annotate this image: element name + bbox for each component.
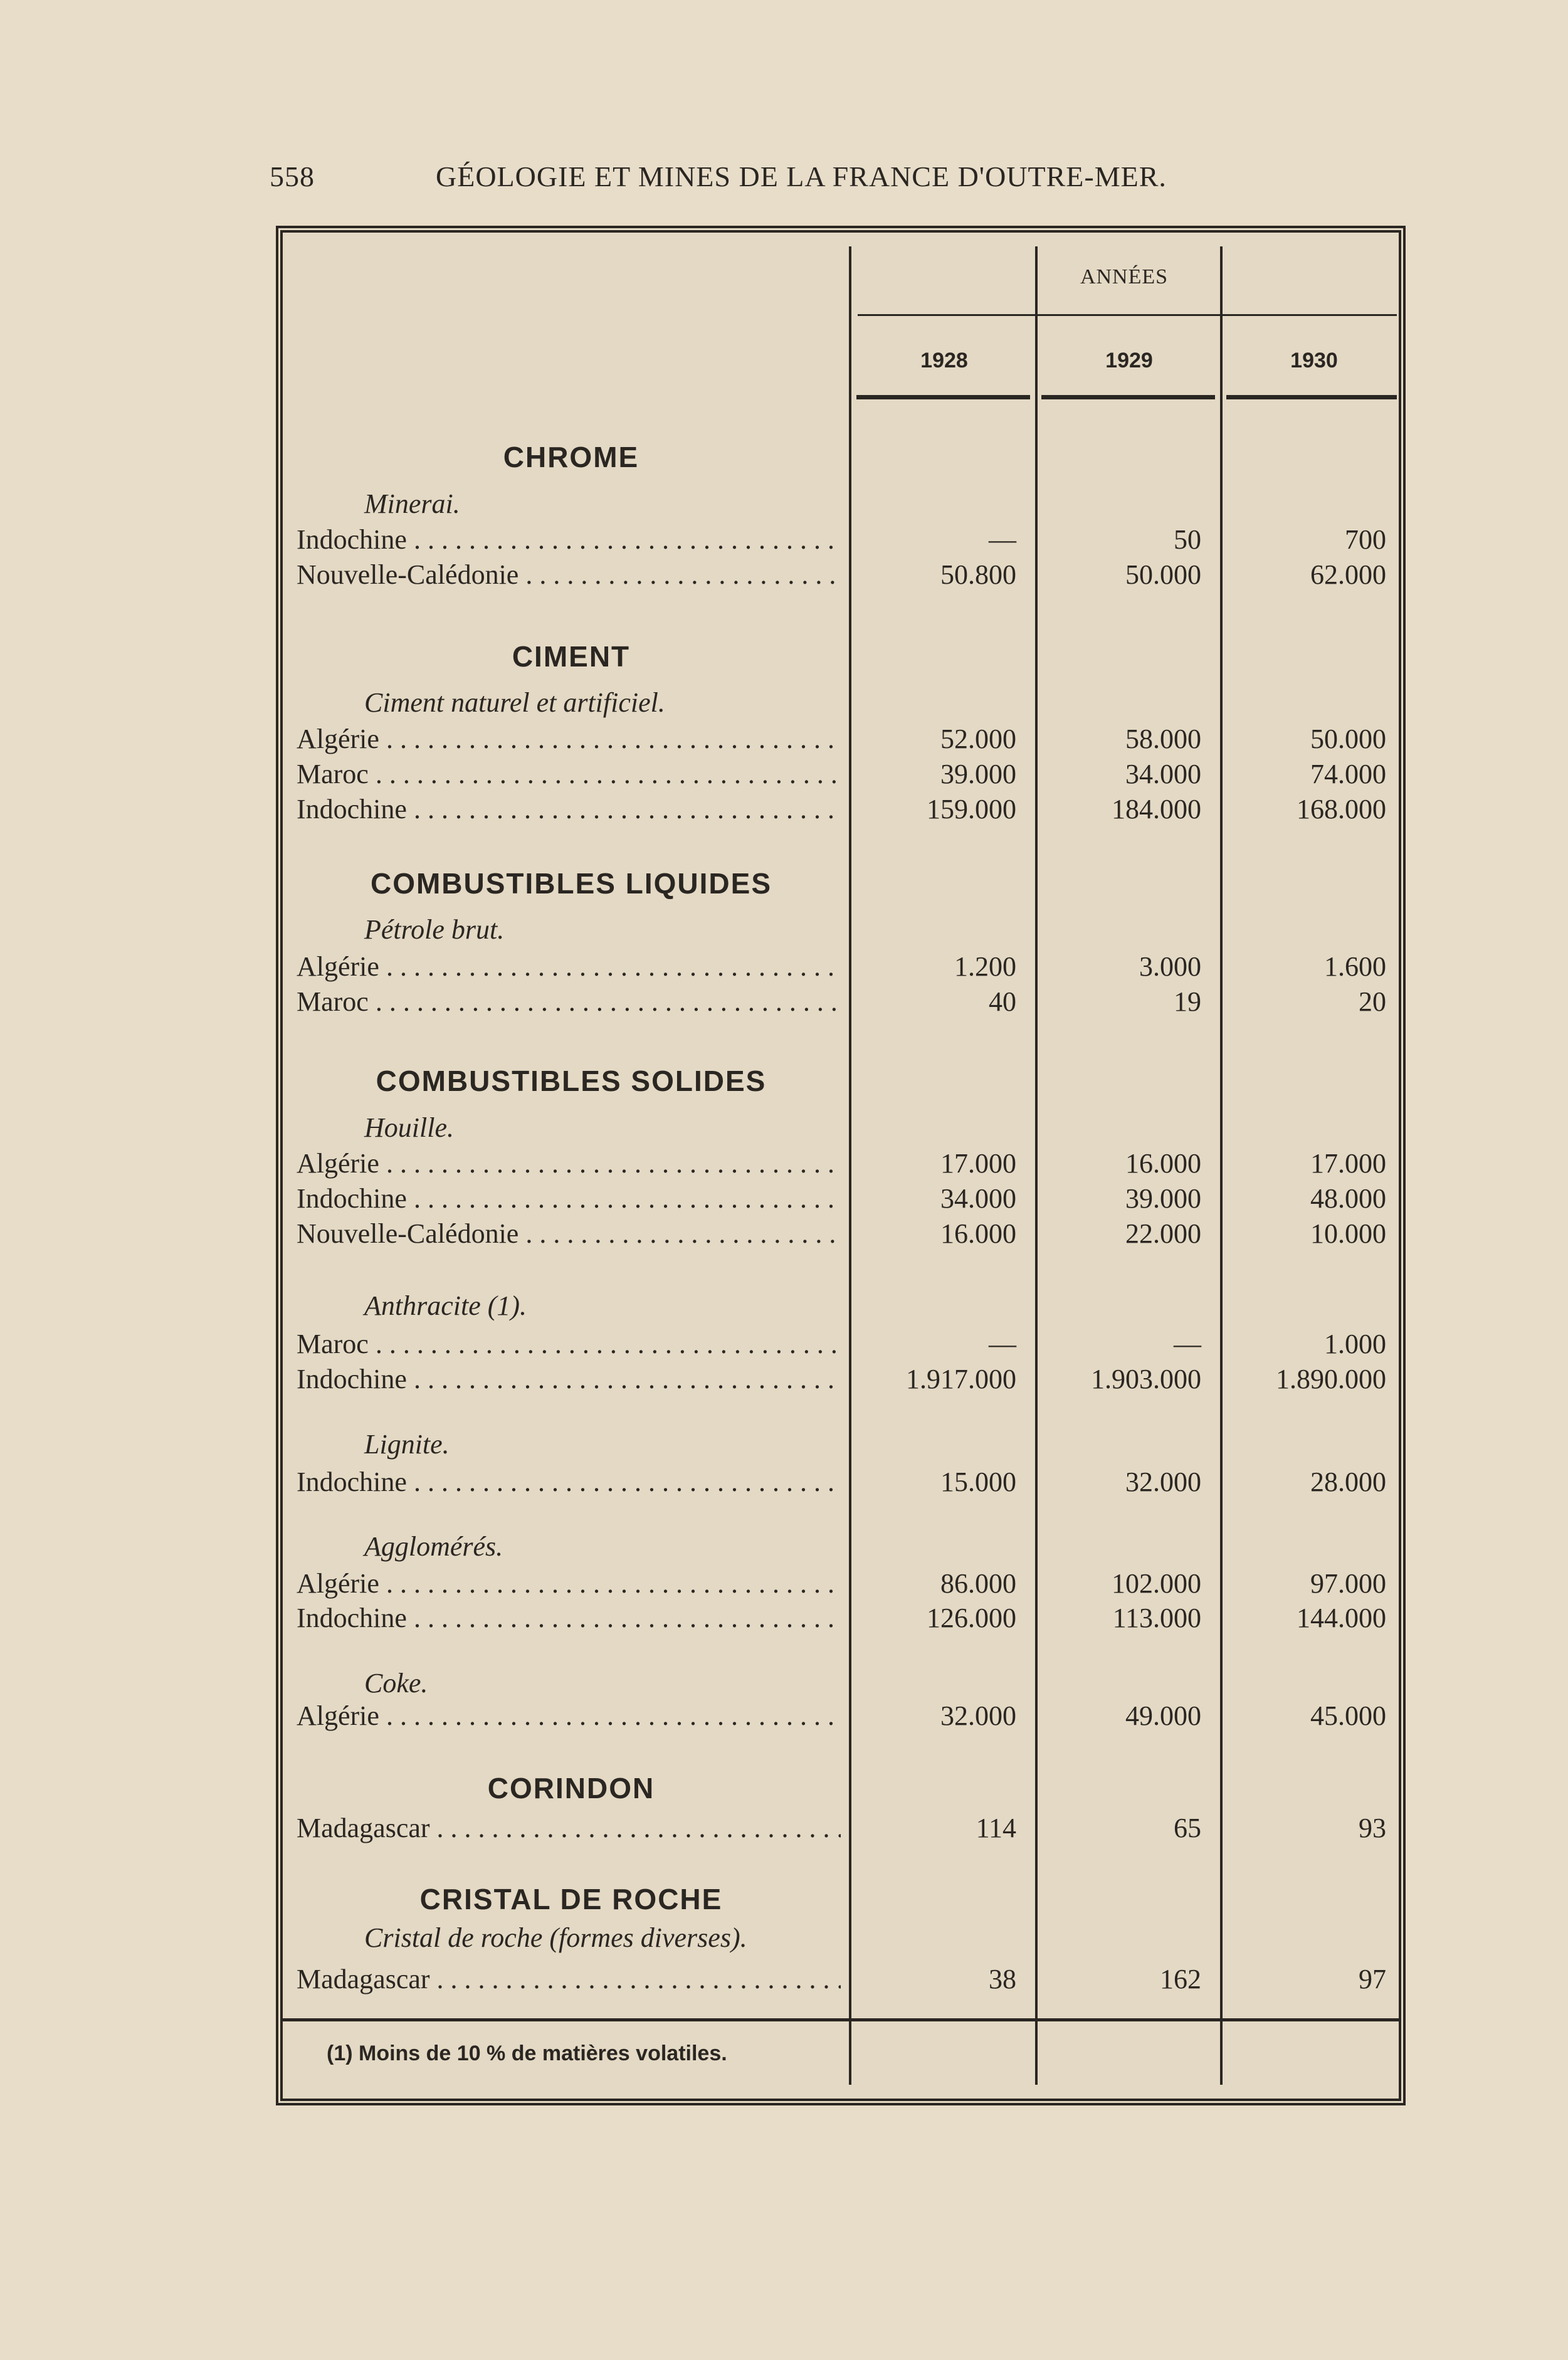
table-cell-value: 50.800	[940, 559, 1016, 590]
subsection-title: Anthracite (1).	[364, 1290, 527, 1321]
table-cell-value: 48.000	[1310, 1183, 1386, 1214]
table-cell-value: 50.000	[1125, 559, 1201, 590]
row-label: Algérie . . .	[297, 1699, 841, 1734]
row-label: Indochine . . .	[297, 792, 841, 827]
header-rule	[1226, 395, 1397, 399]
table-cell-value: —	[1174, 1329, 1201, 1359]
section-title: CIMENT	[512, 640, 631, 673]
table-cell-value: 1.200	[954, 951, 1016, 982]
table-cell-value: —	[989, 1329, 1016, 1359]
table-cell-value: 74.000	[1310, 759, 1386, 789]
table-cell-value: 86.000	[940, 1568, 1016, 1599]
table-cell-value: 62.000	[1310, 559, 1386, 590]
year-header-1930: 1930	[1290, 349, 1338, 372]
subsection-title: Cristal de roche (formes diverses).	[364, 1922, 747, 1953]
annees-rule	[858, 314, 1397, 316]
table-cell-value: 28.000	[1310, 1467, 1386, 1497]
table-cell-value: 113.000	[1112, 1603, 1201, 1633]
table-cell-value: —	[989, 524, 1016, 555]
row-label: Nouvelle-Calédonie . . .	[297, 1216, 841, 1251]
table-cell-value: 34.000	[940, 1183, 1016, 1214]
table-cell-value: 50	[1174, 524, 1201, 555]
table-cell-value: 144.000	[1297, 1603, 1386, 1633]
table-cell-value: 40	[989, 986, 1016, 1017]
row-label: Algérie . . .	[297, 1146, 841, 1181]
year-header-1928: 1928	[920, 349, 968, 372]
table-cell-value: 34.000	[1125, 759, 1201, 789]
row-label: Algérie . . .	[297, 949, 841, 984]
table-cell-value: 39.000	[1125, 1183, 1201, 1214]
table-cell-value: 32.000	[940, 1700, 1016, 1731]
row-label: Maroc . . .	[297, 1327, 841, 1362]
row-label: Algérie . . .	[297, 1566, 841, 1601]
table-cell-value: 3.000	[1139, 951, 1201, 982]
table-cell-value: 38	[989, 1964, 1016, 1994]
row-label: Maroc . . .	[297, 757, 841, 792]
table-cell-value: 39.000	[940, 759, 1016, 789]
table-cell-value: 159.000	[927, 794, 1016, 824]
column-divider	[1220, 246, 1223, 2085]
row-label: Indochine . . .	[297, 522, 841, 557]
table-cell-value: 19	[1174, 986, 1201, 1017]
table-cell-value: 16.000	[1125, 1148, 1201, 1179]
table-cell-value: 10.000	[1310, 1218, 1386, 1249]
table-cell-value: 1.917.000	[906, 1364, 1016, 1394]
page-number: 558	[270, 161, 315, 192]
table-cell-value: 1.600	[1324, 951, 1386, 982]
subsection-title: Houille.	[364, 1112, 454, 1143]
table-cell-value: 1.000	[1324, 1329, 1386, 1359]
table-cell-value: 65	[1174, 1813, 1201, 1843]
years-group-header: ANNÉES	[1080, 265, 1169, 288]
running-title: GÉOLOGIE ET MINES DE LA FRANCE D'OUTRE-MER.	[436, 161, 1167, 192]
section-title: COMBUSTIBLES LIQUIDES	[370, 867, 772, 900]
section-title: CHROME	[503, 441, 639, 473]
table-cell-value: 17.000	[1310, 1148, 1386, 1179]
table-cell-value: 1.903.000	[1091, 1364, 1201, 1394]
table-cell-value: 162	[1160, 1964, 1201, 1994]
section-title: CORINDON	[487, 1772, 655, 1804]
table-cell-value: 49.000	[1125, 1700, 1201, 1731]
row-label: Madagascar . . .	[297, 1962, 841, 1997]
production-table	[276, 226, 1406, 2105]
row-label: Indochine . . .	[297, 1181, 841, 1216]
table-cell-value: 32.000	[1125, 1467, 1201, 1497]
table-cell-value: 126.000	[927, 1603, 1016, 1633]
column-divider	[849, 246, 851, 2085]
subsection-title: Lignite.	[364, 1429, 450, 1460]
table-cell-value: 58.000	[1125, 724, 1201, 754]
subsection-title: Agglomérés.	[364, 1531, 503, 1562]
year-header-1929: 1929	[1105, 349, 1153, 372]
table-cell-value: 52.000	[940, 724, 1016, 754]
table-cell-value: 50.000	[1310, 724, 1386, 754]
row-label: Indochine . . .	[297, 1465, 841, 1500]
subsection-title: Ciment naturel et artificiel.	[364, 687, 665, 718]
table-cell-value: 168.000	[1297, 794, 1386, 824]
subsection-title: Pétrole brut.	[364, 914, 505, 945]
table-cell-value: 700	[1345, 524, 1386, 555]
table-cell-value: 114	[976, 1813, 1016, 1843]
table-cell-value: 45.000	[1310, 1700, 1386, 1731]
table-cell-value: 97.000	[1310, 1568, 1386, 1599]
table-cell-value: 93	[1359, 1813, 1386, 1843]
row-label: Madagascar . . .	[297, 1811, 841, 1846]
footnote-rule	[283, 2018, 1399, 2021]
subsection-title: Coke.	[364, 1668, 428, 1699]
row-label: Algérie . . .	[297, 722, 841, 757]
page-header	[270, 160, 1248, 204]
table-cell-value: 15.000	[940, 1467, 1016, 1497]
subsection-title: Minerai.	[364, 488, 460, 519]
row-label: Indochine . . .	[297, 1601, 841, 1636]
table-cell-value: 184.000	[1112, 794, 1201, 824]
header-rule	[1041, 395, 1215, 399]
column-divider	[1035, 246, 1038, 2085]
table-cell-value: 22.000	[1125, 1218, 1201, 1249]
row-label: Indochine . . .	[297, 1362, 841, 1397]
table-cell-value: 16.000	[940, 1218, 1016, 1249]
table-cell-value: 1.890.000	[1276, 1364, 1386, 1394]
row-label: Maroc . . .	[297, 984, 841, 1019]
section-title: COMBUSTIBLES SOLIDES	[376, 1065, 767, 1097]
header-rule	[856, 395, 1030, 399]
table-cell-value: 102.000	[1112, 1568, 1201, 1599]
footnote: (1) Moins de 10 % de matières volatiles.	[327, 2041, 727, 2065]
row-label: Nouvelle-Calédonie . . .	[297, 557, 841, 593]
table-cell-value: 97	[1359, 1964, 1386, 1994]
table-cell-value: 17.000	[940, 1148, 1016, 1179]
section-title: CRISTAL DE ROCHE	[419, 1883, 723, 1915]
table-cell-value: 20	[1359, 986, 1386, 1017]
